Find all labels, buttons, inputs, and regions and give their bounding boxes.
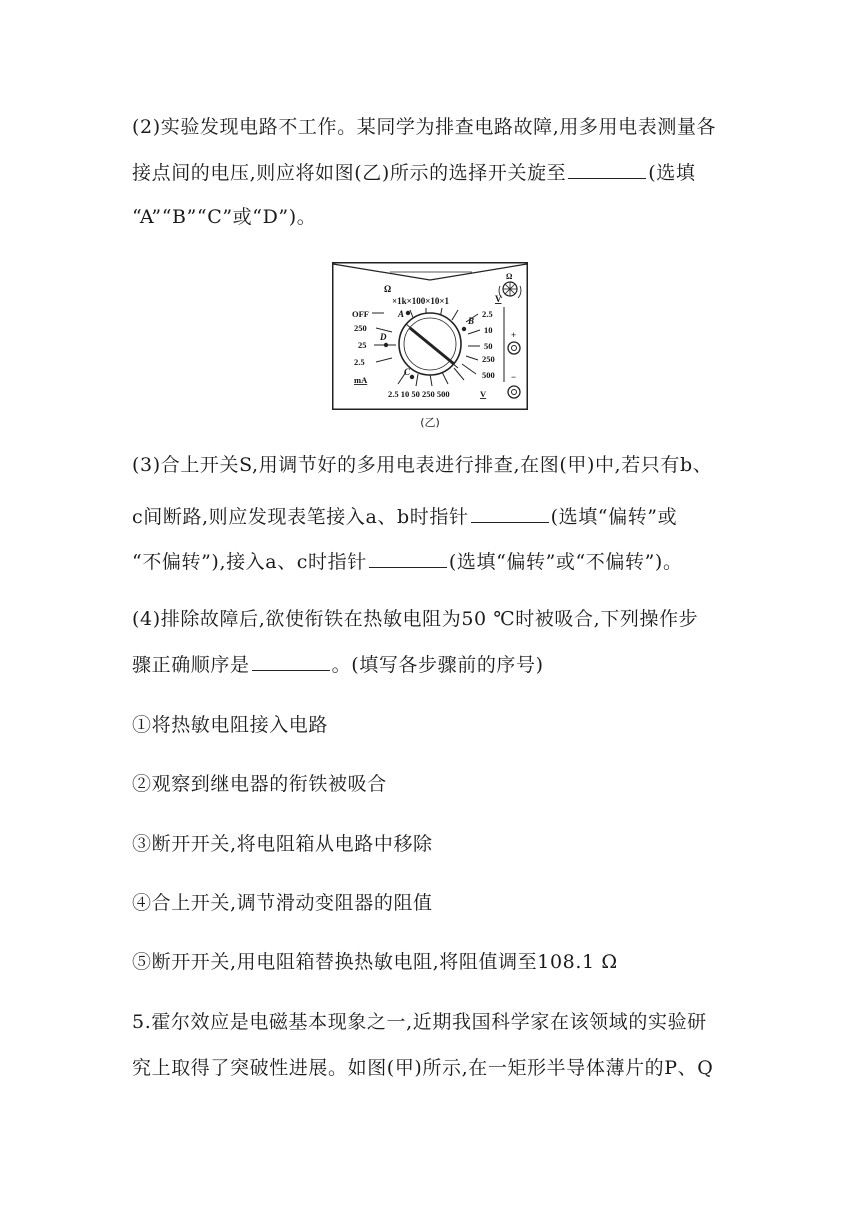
answer-blank-q3-ab[interactable]	[471, 504, 549, 523]
right-scale-50: 50	[484, 341, 493, 351]
right-scale-2_5: 2.5	[482, 309, 493, 319]
q3-line2-tail: (选填“偏转”或	[550, 506, 678, 528]
corner-ohm-label: Ω	[506, 272, 513, 281]
q4-step-2: ②观察到继电器的衔铁被吸合	[132, 773, 387, 795]
ohm-ranges: ×1k×100×10×1	[392, 296, 450, 306]
volt-label: V	[495, 294, 502, 304]
answer-blank-q4[interactable]	[252, 652, 330, 671]
right-scale-500: 500	[482, 370, 495, 380]
point-c-label: C	[404, 367, 411, 377]
q4-step-1: ①将热敏电阻接入电路	[132, 714, 329, 736]
bottom-scale: 2.5 10 50 250 500	[388, 389, 450, 399]
left-scale-2_5: 2.5	[354, 357, 365, 367]
point-b-marker	[462, 327, 466, 331]
left-scale-25: 25	[358, 340, 367, 350]
right-scale-250: 250	[482, 354, 495, 364]
answer-blank-q3-ac[interactable]	[369, 549, 447, 568]
point-a-label: A	[398, 309, 405, 319]
point-c-marker	[410, 375, 414, 379]
point-d-label: D	[380, 332, 387, 342]
point-b-label: B	[468, 316, 475, 326]
q2-line2-tail: (选填	[648, 162, 696, 184]
q4-line2	[132, 652, 544, 677]
multimeter-figure	[332, 262, 528, 414]
point-d-marker	[384, 343, 388, 347]
q4-step-4: ④合上开关,调节滑动变阻器的阻值	[132, 892, 433, 914]
q3-line3-text: “不偏转”),接入a、c时指针	[132, 551, 367, 573]
plus-label: +	[511, 330, 517, 340]
q5-line2: 究上取得了突破性进展。如图(甲)所示,在一矩形半导体薄片的P、Q	[132, 1057, 714, 1079]
q4-step-3: ③断开开关,将电阻箱从电路中移除	[132, 833, 433, 855]
q4-step-5: ⑤断开开关,用电阻箱替换热敏电阻,将阻值调至108.1 Ω	[132, 951, 618, 973]
bottom-unit: V	[480, 389, 487, 399]
q3-line2-text: c间断路,则应发现表笔接入a、b时指针	[132, 506, 469, 528]
q5-line1: 5.霍尔效应是电磁基本现象之一,近期我国科学家在该领域的实验研	[132, 1011, 707, 1033]
q4-line2-tail: 。(填写各步骤前的序号)	[331, 654, 544, 676]
answer-blank-q2[interactable]	[568, 160, 646, 179]
q3-line3-tail: (选填“偏转”或“不偏转”)。	[448, 551, 683, 573]
q2-line3: “A”“B”“C”或“D”)。	[132, 206, 317, 228]
q2-line1: (2)实验发现电路不工作。某同学为排查电路故障,用多用电表测量各	[132, 116, 717, 138]
q3-line2	[132, 504, 677, 529]
right-scale-10: 10	[484, 325, 493, 335]
q2-line2	[132, 160, 696, 185]
q4-line2-text: 骤正确顺序是	[132, 654, 250, 676]
ma-label: mA	[354, 375, 368, 385]
point-a-marker	[406, 311, 410, 315]
q2-line2-text: 接点间的电压,则应将如图(乙)所示的选择开关旋至	[132, 162, 567, 184]
ohm-label: Ω	[384, 284, 392, 294]
left-scale-250: 250	[354, 323, 367, 333]
figure-caption: (乙)	[420, 416, 440, 429]
off-label: OFF	[352, 309, 369, 319]
q3-line1: (3)合上开关S,用调节好的多用电表进行排查,在图(甲)中,若只有b、	[132, 454, 713, 476]
minus-label: −	[511, 372, 517, 382]
q3-line3	[132, 549, 683, 574]
multimeter-dial-svg	[332, 262, 528, 410]
q4-line1: (4)排除故障后,欲使衔铁在热敏电阻为50 ℃时被吸合,下列操作步	[132, 608, 699, 630]
